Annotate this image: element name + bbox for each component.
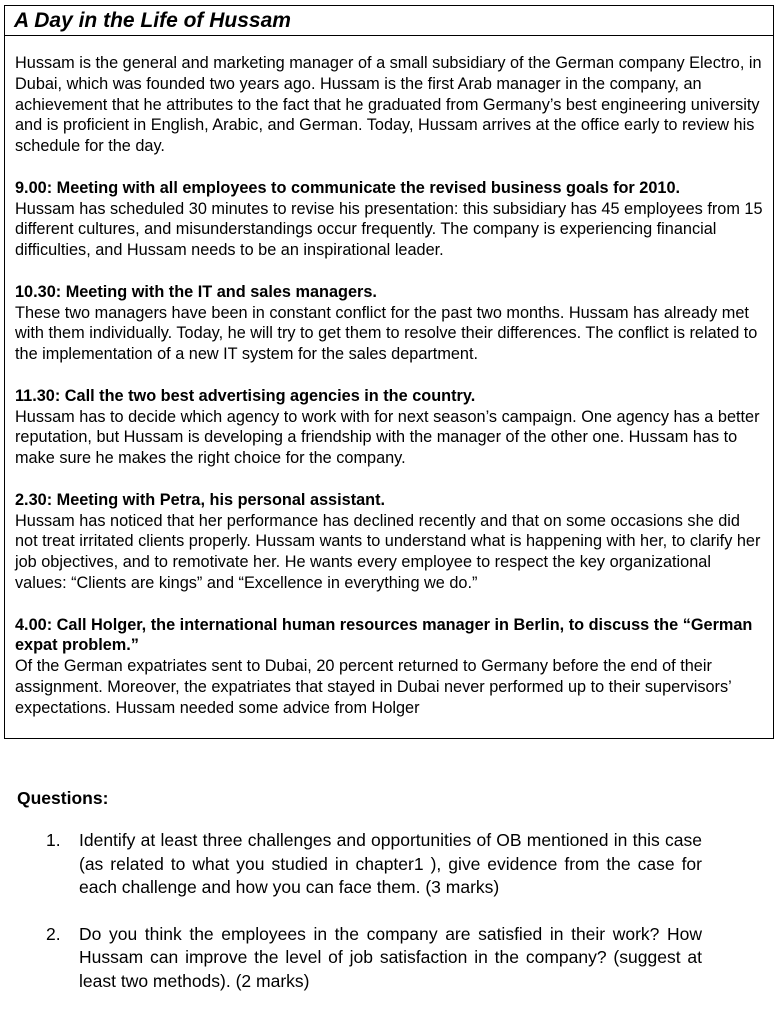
schedule-item-1030 (15, 282, 767, 365)
question-item-2 (46, 923, 702, 994)
case-intro-paragraph: Hussam is the general and marketing manager of a small subsidiary of the German company Electro, in Dubai, which was founded two years ago. Hussam is the first Arab manager in the company, an achievement that he attributes to the fact that he graduated from Germany’s best engineering university and is proficient in English, Arabic, and German. Today, Hussam arrives at the office early to review his schedule for the day. (15, 54, 762, 156)
question-number: 1. (46, 830, 61, 850)
schedule-item-0400 (15, 615, 767, 719)
questions-heading: Questions: (17, 788, 109, 808)
schedule-heading: 4.00: Call Holger, the international human resources manager in Berlin, to discuss the “German expat problem.” (15, 615, 753, 655)
schedule-item-0900 (15, 178, 767, 261)
question-text: Identify at least three challenges and opportunities of OB mentioned in this case (as related to what you studied in chapter1 ), give evidence from the case for each challenge and how you can face them. (3 marks) (79, 830, 702, 897)
question-item-1 (46, 829, 702, 900)
schedule-heading: 9.00: Meeting with all employees to communicate the revised business goals for 2010. (15, 178, 681, 197)
question-number: 2. (46, 923, 61, 944)
schedule-body: Hussam has scheduled 30 minutes to revise his presentation: this subsidiary has 45 employees from 15 different cultures, and misunderstandings occur frequently. The company is experiencing financial difficulties, and Hussam needs to be an inspirational leader. (15, 199, 763, 260)
schedule-heading: 2.30: Meeting with Petra, his personal assistant. (15, 490, 386, 509)
schedule-body: Hussam has noticed that her performance has declined recently and that on some occasions she did not treat irritated clients properly. Hussam wants to understand what is happening with her, to clarify her job objectives, and to remotivate her. He wants every employee to respect the key organizational values: “Clients are kings” and “Excellence in everything we do.” (15, 511, 761, 592)
case-body (15, 53, 767, 719)
schedule-body: Of the German expatriates sent to Dubai, 20 percent returned to Germany before the end of their assignment. Moreover, the expatriates that stayed in Dubai never performed up to their supervisors’ expectations. Hussam needed some advice from Holger (15, 657, 732, 717)
schedule-heading: 11.30: Call the two best advertising agencies in the country. (15, 386, 476, 405)
case-title: A Day in the Life of Hussam (5, 6, 773, 36)
schedule-item-0230 (15, 490, 767, 594)
case-study-box (4, 5, 774, 739)
schedule-heading: 10.30: Meeting with the IT and sales managers. (15, 282, 377, 301)
question-text: Do you think the employees in the company are satisfied in their work? How Hussam can improve the level of job satisfaction in the company? (suggest at least two methods). (2 marks) (79, 923, 702, 991)
schedule-body: These two managers have been in constant conflict for the past two months. Hussam has already met with them individually. Today, he will try to get them to resolve their differences. The conflict is related to the implementation of a new IT system for the sales department. (15, 303, 758, 364)
schedule-item-1130 (15, 386, 767, 469)
question-list (46, 829, 702, 1016)
schedule-body: Hussam has to decide which agency to work with for next season’s campaign. One agency has a better reputation, but Hussam is developing a friendship with the manager of the other one. Hussam has to make sure he makes the right choice for the company. (15, 407, 760, 468)
